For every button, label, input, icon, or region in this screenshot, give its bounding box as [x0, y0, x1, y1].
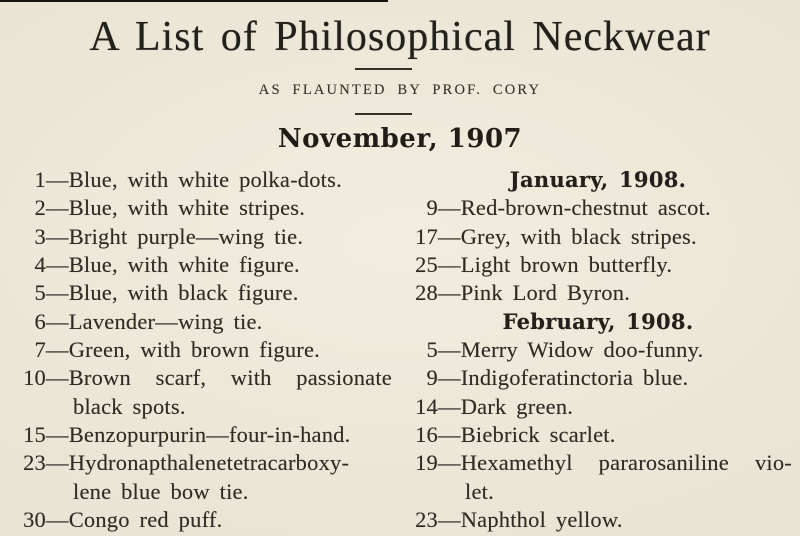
divider-rule-bottom: [355, 113, 412, 115]
item-text: [46, 194, 392, 222]
list-item: [12, 223, 392, 251]
item-text: [46, 308, 392, 336]
item-text: [438, 251, 792, 279]
item-line: —Blue, with white polka-dots.: [46, 167, 342, 192]
list-item: [404, 194, 792, 222]
item-number: 7: [34, 337, 46, 363]
item-line: —Indigoferatinctoria blue.: [438, 365, 689, 391]
list-item: [12, 506, 392, 534]
item-number: 25: [415, 252, 438, 278]
item-number: 17: [415, 223, 438, 249]
list-columns: [0, 166, 800, 536]
item-line: —Brown scarf, with passionate: [46, 365, 392, 391]
item-text: [46, 223, 392, 251]
item-text: [46, 279, 392, 307]
list-item: [12, 449, 392, 506]
item-line: —Red-brown-chestnut ascot.: [438, 195, 711, 221]
item-number: 23: [23, 450, 46, 476]
item-text: [438, 449, 792, 506]
item-line: let.: [465, 478, 494, 504]
item-line: —Biebrick scarlet.: [438, 422, 616, 448]
item-number: 3: [34, 223, 46, 249]
section-heading: February, 1908.: [502, 308, 694, 334]
item-text: [46, 364, 392, 421]
list-item: [12, 364, 392, 421]
item-text: [438, 223, 792, 251]
item-text: [46, 251, 392, 279]
item-line: —Grey, with black stripes.: [438, 223, 697, 249]
item-text: [438, 336, 792, 364]
item-line: —Light brown butterfly.: [438, 252, 673, 278]
item-number: 4: [34, 252, 46, 278]
divider-rule-top: [355, 68, 412, 70]
list-item: [12, 421, 392, 449]
item-line: —Hexamethyl pararosaniline vio-: [438, 450, 792, 476]
left-column: [12, 166, 392, 536]
item-line: —Hydronapthalenetetracarboxy-: [46, 450, 350, 476]
item-number: 28: [415, 280, 438, 306]
item-number: 19: [415, 450, 438, 476]
item-number: 1: [34, 167, 46, 192]
item-text: [438, 194, 792, 222]
list-item: [404, 506, 792, 534]
list-item: [404, 393, 792, 421]
list-item: [12, 166, 392, 194]
right-column: [404, 166, 792, 536]
section-heading: January, 1908.: [509, 167, 687, 192]
scan-artifact-line: [0, 0, 388, 2]
item-text: [438, 506, 792, 534]
item-text: [438, 393, 792, 421]
list-item: [404, 279, 792, 307]
item-line: —Bright purple—wing tie.: [46, 223, 304, 249]
item-number: 9: [426, 195, 438, 221]
item-text: [46, 166, 392, 194]
item-line: —Congo red puff.: [46, 507, 223, 533]
item-number: 23: [415, 507, 438, 533]
item-number: 16: [415, 422, 438, 448]
item-line: —Blue, with white figure.: [46, 252, 300, 278]
list-item: [404, 449, 792, 506]
list-item: [404, 336, 792, 364]
item-line: —Naphthol yellow.: [438, 507, 623, 533]
item-text: [438, 421, 792, 449]
list-item: [12, 308, 392, 336]
item-line: —Lavender—wing tie.: [46, 308, 263, 334]
item-line: —Blue, with white stripes.: [46, 195, 306, 221]
item-line: —Dark green.: [438, 393, 574, 419]
item-number: 6: [34, 308, 46, 334]
item-number: 5: [34, 280, 46, 306]
page-title: A List of Philosophical Neckwear: [89, 14, 711, 60]
list-item: [404, 223, 792, 251]
item-text: [438, 279, 792, 307]
list-item: [404, 421, 792, 449]
subtitle: AS FLAUNTED BY PROF. CORY: [258, 82, 542, 98]
item-text: [438, 364, 792, 392]
item-number: 5: [426, 337, 438, 363]
list-item: [12, 279, 392, 307]
month-heading-november: November, 1907: [277, 124, 523, 154]
item-text: [46, 336, 392, 364]
list-item: [12, 194, 392, 222]
item-line: —Pink Lord Byron.: [438, 280, 631, 306]
item-text: [46, 506, 392, 534]
item-line: —Merry Widow doo-funny.: [438, 337, 704, 363]
list-item: [12, 336, 392, 364]
item-line: black spots.: [73, 393, 186, 419]
item-text: [46, 421, 392, 449]
item-number: 15: [23, 422, 46, 448]
item-number: 9: [426, 365, 438, 391]
item-line: —Green, with brown figure.: [46, 337, 321, 363]
item-text: [46, 449, 392, 506]
list-item: [12, 251, 392, 279]
list-item: [404, 364, 792, 392]
item-number: 2: [34, 195, 46, 221]
item-line: —Benzopurpurin—four-in-hand.: [46, 422, 351, 448]
item-number: 10: [23, 365, 46, 391]
item-line: lene blue bow tie.: [73, 478, 249, 504]
list-item: [404, 251, 792, 279]
item-line: —Blue, with black figure.: [46, 280, 299, 306]
item-number: 14: [415, 393, 438, 419]
item-number: 30: [23, 507, 46, 533]
